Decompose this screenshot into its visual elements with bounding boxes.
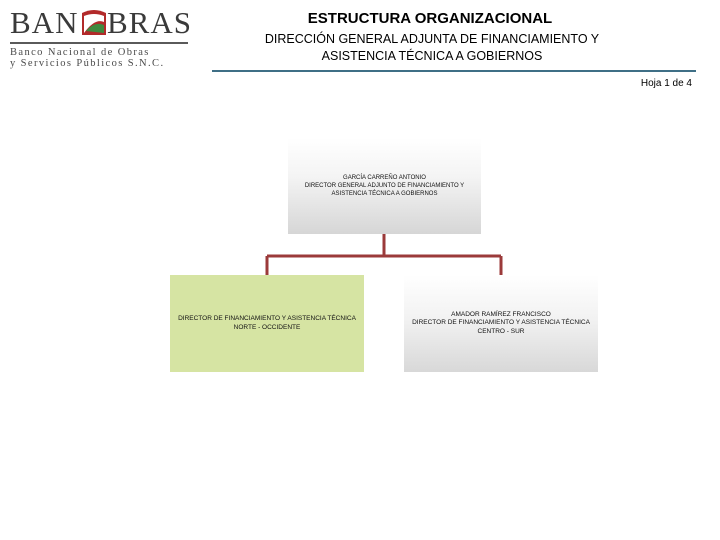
logo-word-left: BAN [10, 5, 79, 40]
page-info: Hoja 1 de 4 [640, 78, 692, 89]
page-title: ESTRUCTURA ORGANIZACIONAL [307, 10, 553, 27]
node-role: DIRECTOR DE FINANCIAMIENTO Y ASISTENCIA TÉCNICA NORTE - OCCIDENTE [178, 315, 356, 331]
node-name: GARCÍA CARREÑO ANTONIO [343, 175, 426, 181]
logo-word-right: BRAS [107, 5, 192, 40]
node-role: DIRECTOR DE FINANCIAMIENTO Y ASISTENCIA TÉCNICA CENTRO - SUR [412, 319, 590, 335]
node-name: AMADOR RAMÍREZ FRANCISCO [451, 310, 551, 318]
subtitle-line-1: DIRECCIÓN GENERAL ADJUNTA DE FINANCIAMIENTO Y [264, 32, 600, 46]
org-node-norte-occidente [170, 275, 364, 372]
logo-tagline-2: y Servicios Públicos S.N.C. [10, 58, 165, 69]
org-node-director-general [288, 138, 481, 234]
node-role: DIRECTOR GENERAL ADJUNTO DE FINANCIAMIENTO Y ASISTENCIA TÉCNICA A GOBIERNOS [304, 183, 465, 197]
logo-tagline-1: Banco Nacional de Obras [10, 47, 150, 58]
subtitle-line-2: ASISTENCIA TÉCNICA A GOBIERNOS [321, 49, 543, 63]
org-node-centro-sur [404, 275, 598, 372]
